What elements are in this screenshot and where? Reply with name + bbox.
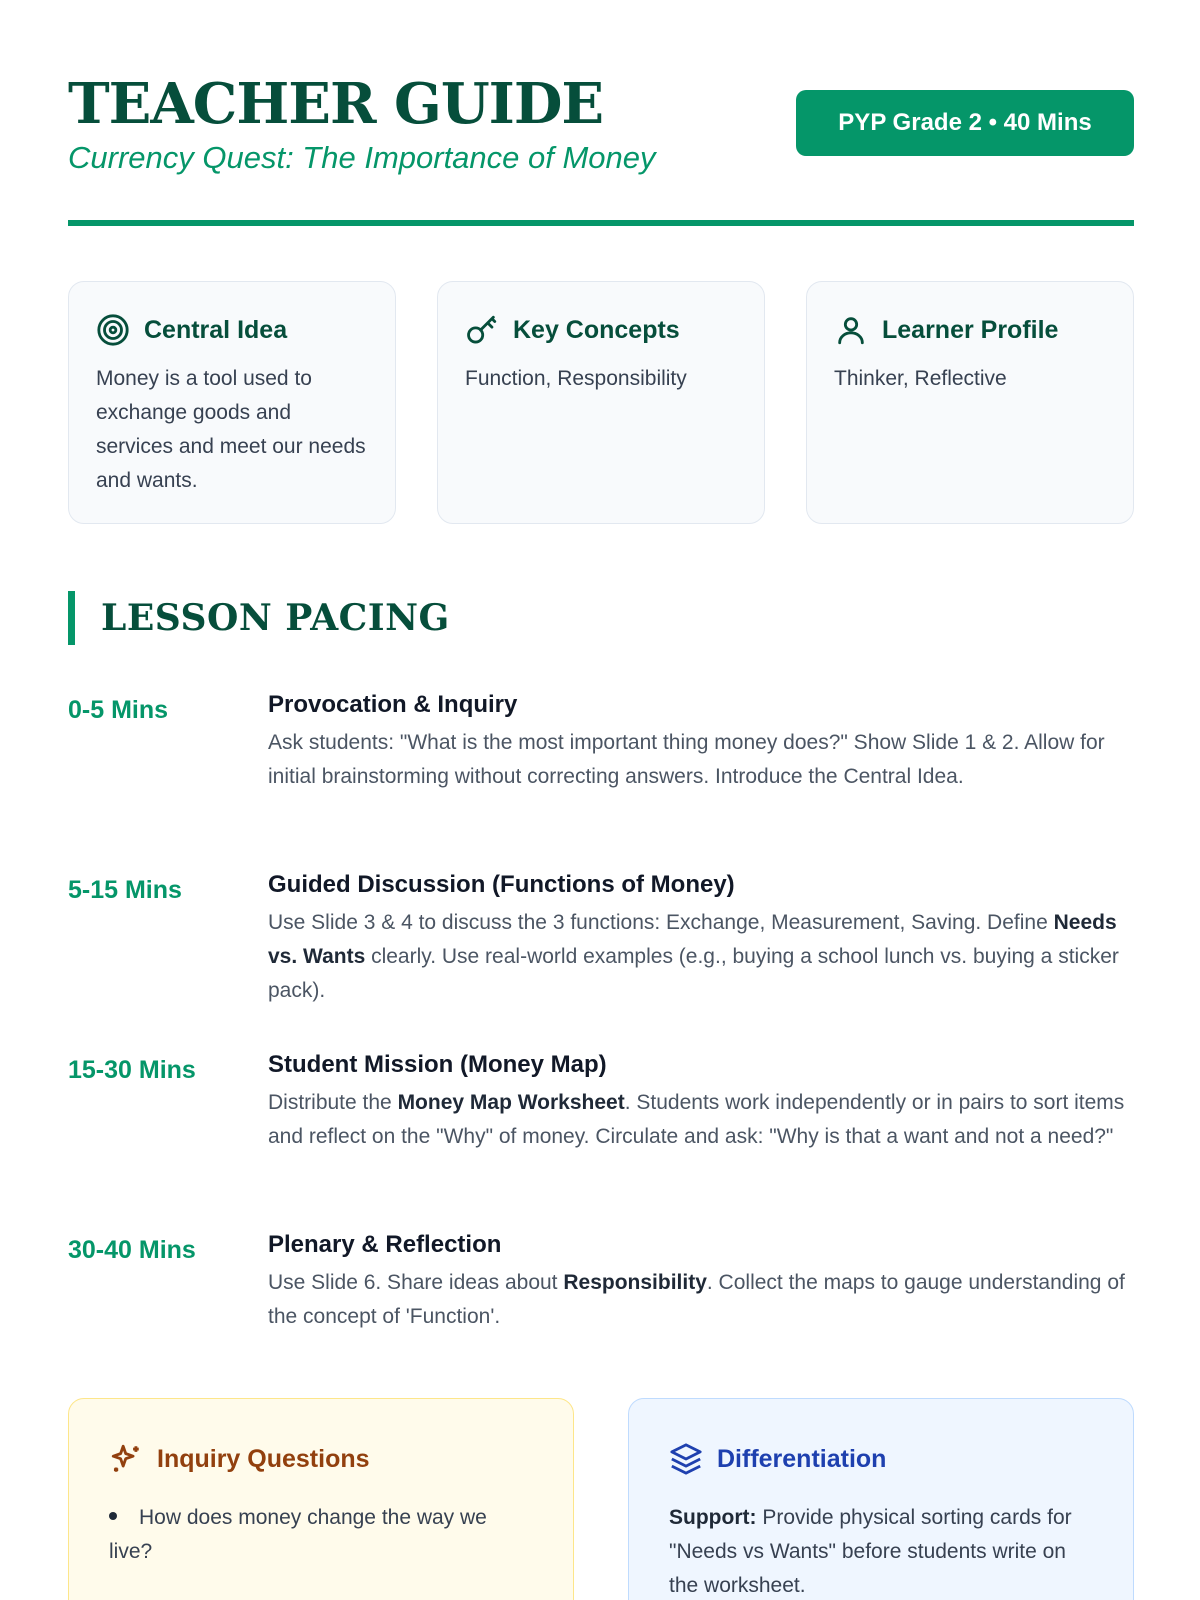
inquiry-question: How does money change the way we live? <box>109 1506 487 1563</box>
pacing-time: 15-30 Mins <box>68 1056 196 1084</box>
inquiry-questions-box <box>68 1398 574 1600</box>
header-divider <box>68 220 1134 226</box>
key-icon <box>465 313 499 347</box>
card-title: Learner Profile <box>882 315 1059 344</box>
layers-icon <box>669 1442 703 1476</box>
pacing-description <box>268 1086 1134 1154</box>
pacing-time: 0-5 Mins <box>68 696 169 724</box>
description-text: . Collect the maps to gauge understanding of the concept of 'Function'. <box>268 1271 1125 1328</box>
card-central-idea <box>68 281 396 524</box>
emphasis-text: Needs vs. Wants <box>268 911 1117 968</box>
description-text: . Students work independently or in pairs to sort items and reflect on the "Why" of money. Circulate and ask: "Why is that a want and not a need?" <box>268 1091 1125 1148</box>
grade-duration-badge: PYP Grade 2 • 40 Mins <box>796 90 1134 156</box>
section-title: LESSON PACING <box>101 597 450 639</box>
description-text: Ask students: "What is the most important thing money does?" Show Slide 1 & 2. Allow for initial brainstorming without correcting answers. Introduce the Central Idea. <box>268 731 1105 788</box>
page-title: TEACHER GUIDE <box>68 71 604 137</box>
emphasis-text: Money Map Worksheet <box>397 1091 625 1114</box>
page-subtitle: Currency Quest: The Importance of Money <box>68 140 656 175</box>
heading-accent-bar <box>68 591 75 645</box>
card-title: Key Concepts <box>513 315 680 344</box>
pacing-description <box>268 906 1134 1008</box>
user-icon <box>834 313 868 347</box>
pacing-description <box>268 1266 1134 1334</box>
description-text: clearly. Use real-world examples (e.g., buying a school lunch vs. buying a sticker pack). <box>268 945 1119 1002</box>
card-body: Money is a tool used to exchange goods and services and meet our needs and wants. <box>96 367 366 492</box>
sparkles-icon <box>109 1442 143 1476</box>
card-body: Function, Responsibility <box>465 367 687 390</box>
description-text: Distribute the <box>268 1091 398 1114</box>
support-text: Support: Provide physical sorting cards for "Needs vs Wants" before students write on the worksheet. <box>669 1506 1072 1597</box>
card-title: Central Idea <box>144 315 288 344</box>
teacher-guide-page <box>68 0 1134 1600</box>
card-learner-profile <box>806 281 1134 524</box>
target-icon <box>96 313 130 347</box>
info-cards <box>68 281 1134 524</box>
pacing-time: 5-15 Mins <box>68 876 182 904</box>
pacing-title: Plenary & Reflection <box>268 1231 502 1258</box>
differentiation-box <box>628 1398 1134 1600</box>
bullet-icon <box>109 1512 117 1520</box>
inquiry-list <box>109 1501 533 1569</box>
description-text: Use Slide 6. Share ideas about <box>268 1271 564 1294</box>
box-title: Differentiation <box>717 1444 887 1473</box>
description-text: Use Slide 3 & 4 to discuss the 3 functions: Exchange, Measurement, Saving. Define <box>268 911 1054 934</box>
pacing-title: Student Mission (Money Map) <box>268 1051 607 1078</box>
support-label: Support: <box>669 1506 757 1529</box>
pacing-time: 30-40 Mins <box>68 1236 196 1264</box>
pacing-description <box>268 726 1134 794</box>
pacing-title: Guided Discussion (Functions of Money) <box>268 871 735 898</box>
lesson-pacing-heading <box>68 590 450 646</box>
card-key-concepts <box>437 281 765 524</box>
emphasis-text: Responsibility <box>563 1271 707 1294</box>
guide-header <box>68 70 1134 180</box>
card-body: Thinker, Reflective <box>834 367 1007 390</box>
pacing-title: Provocation & Inquiry <box>268 691 518 718</box>
box-title: Inquiry Questions <box>157 1444 370 1473</box>
